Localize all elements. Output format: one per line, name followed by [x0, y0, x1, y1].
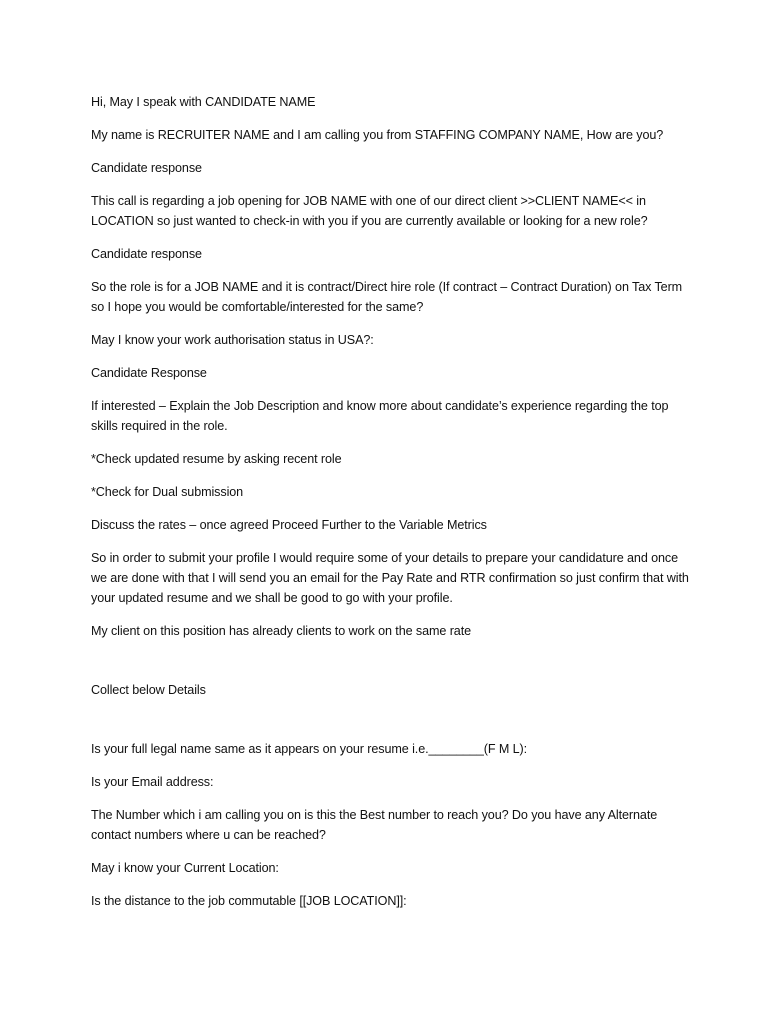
document-body [91, 92, 691, 924]
dual-submission-note: *Check for Dual submission [91, 485, 244, 499]
commute-distance-question: Is the distance to the job commutable [[JOB LOCATION]]: [91, 894, 407, 908]
work-authorisation-question: May I know your work authorisation status in USA?: [91, 333, 374, 347]
job-opening-paragraph: This call is regarding a job opening for JOB NAME with one of our direct client >>CLIENT NAME<< in LOCATION so just wanted to check-in with you if you are currently available or looking for a new role? [91, 194, 648, 228]
recruiter-intro: My name is RECRUITER NAME and I am calling you from STAFFING COMPANY NAME, How are you? [91, 128, 664, 142]
profile-submission-paragraph: So in order to submit your profile I would require some of your details to prepare your candidature and once we are done with that I will send you an email for the Pay Rate and RTR confirmation so just confirm that with your updated resume and we shall be good to go with your profile. [91, 551, 689, 605]
job-description-paragraph: If interested – Explain the Job Description and know more about candidate’s experience regarding the top skills required in the role. [91, 399, 669, 433]
greeting-line: Hi, May I speak with CANDIDATE NAME [91, 95, 316, 109]
role-details-paragraph: So the role is for a JOB NAME and it is contract/Direct hire role (If contract – Contract Duration) on Tax Term so I hope you would be comfortable/interested for the same? [91, 280, 683, 314]
client-rate-note: My client on this position has already clients to work on the same rate [91, 624, 471, 638]
contact-number-question: The Number which i am calling you on is this the Best number to reach you? Do you have any Alternate contact numbers where u can be reached? [91, 808, 658, 842]
rates-discussion-note: Discuss the rates – once agreed Proceed Further to the Variable Metrics [91, 518, 487, 532]
collect-details-heading: Collect below Details [91, 683, 206, 697]
check-resume-note: *Check updated resume by asking recent role [91, 452, 342, 466]
candidate-response-note: Candidate response [91, 247, 202, 261]
email-question: Is your Email address: [91, 775, 214, 789]
candidate-response-note: Candidate response [91, 161, 202, 175]
legal-name-question: Is your full legal name same as it appears on your resume i.e.________(F M L): [91, 742, 528, 756]
candidate-response-note: Candidate Response [91, 366, 207, 380]
current-location-question: May i know your Current Location: [91, 861, 279, 875]
